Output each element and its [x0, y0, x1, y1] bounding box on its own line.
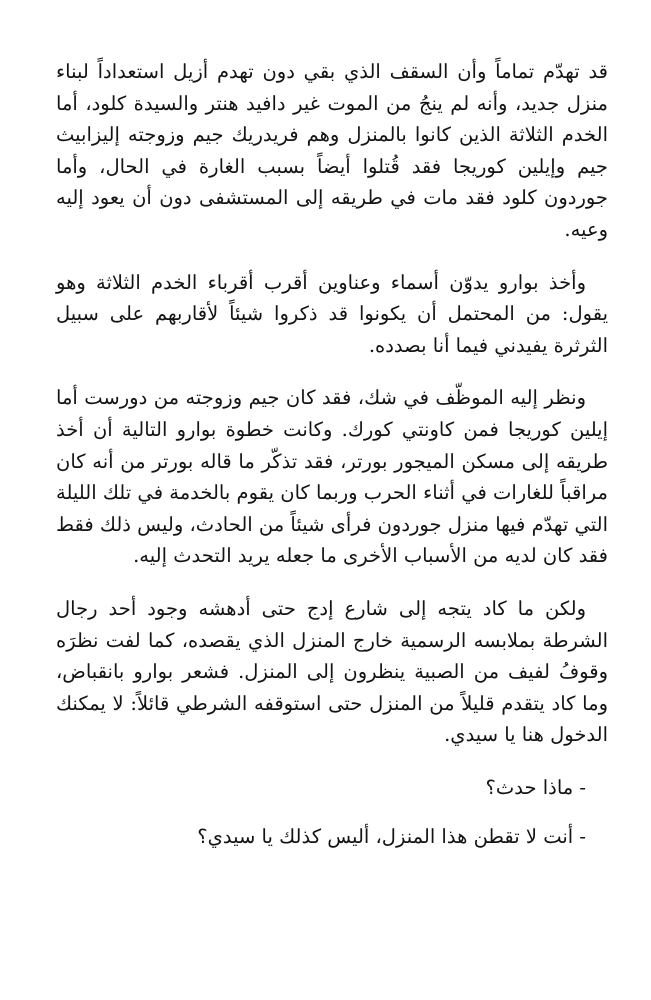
paragraph-1: قد تهدّم تماماً وأن السقف الذي بقي دون تهدم أزيل استعداداً لبناء منزل جديد، وأنه لم ينجُ من الموت غير دافيد هنتر والسيدة كلود، أما الخدم الثلاثة الذين كانوا بالمنزل وهم فريدريك جيم وزوجته إليزابيث جيم وإيلين كوريجا فقد قُتلوا أيضاً بسبب الغارة في الحال، وأما جوردون كلود فقد مات في طريقه إلى المستشفى دون أن يعود إليه وعيه. — [56, 60, 608, 241]
paragraph-2: وأخذ بوارو يدوّن أسماء وعناوين أقرب أقرباء الخدم الثلاثة وهو يقول: من المحتمل أن يكونوا قد ذكروا شيئاً لأقاربهم على سبيل الثرثرة يفيدني فيما أنا بصدده. — [56, 270, 608, 357]
book-page — [56, 56, 608, 871]
paragraph-4: ولكن ما كاد يتجه إلى شارع إدج حتى أدهشه وجود أحد رجال الشرطة بملابسه الرسمية خارج المنزل الذي يقصده، كما لفت نظرَه وقوفُ لفيف من الصبية ينظرون إلى المنزل. فشعر بوارو بانقباض، وما كاد يتقدم قليلاً من المنزل حتى استوقفه الشرطي قائلاً: لا يمكنك الدخول هنا يا سيدي. — [56, 596, 608, 747]
paragraph-3: ونظر إليه الموظّف في شك، فقد كان جيم وزوجته من دورست أما إيلين كوريجا فمن كاونتي كورك. وكانت خطوة بوارو التالية أن أخذ طريقه إلى مسكن الميجور بورتر، فقد تذكّر ما قاله بورتر من أنه كان مراقباً للغارات في أثناء الحرب وربما كان يقوم بالخدمة في تلك الليلة التي تهدّم فيها منزل جوردون فرأى شيئاً من الحادث، وليس ذلك فقط فقد كان لديه من الأسباب الأخرى ما جعله يريد التحدث إليه. — [56, 386, 608, 568]
dialogue-line-2: - أنت لا تقطن هذا المنزل، أليس كذلك يا سيدي؟ — [197, 825, 586, 849]
dialogue-line-1: - ماذا حدث؟ — [485, 775, 586, 799]
